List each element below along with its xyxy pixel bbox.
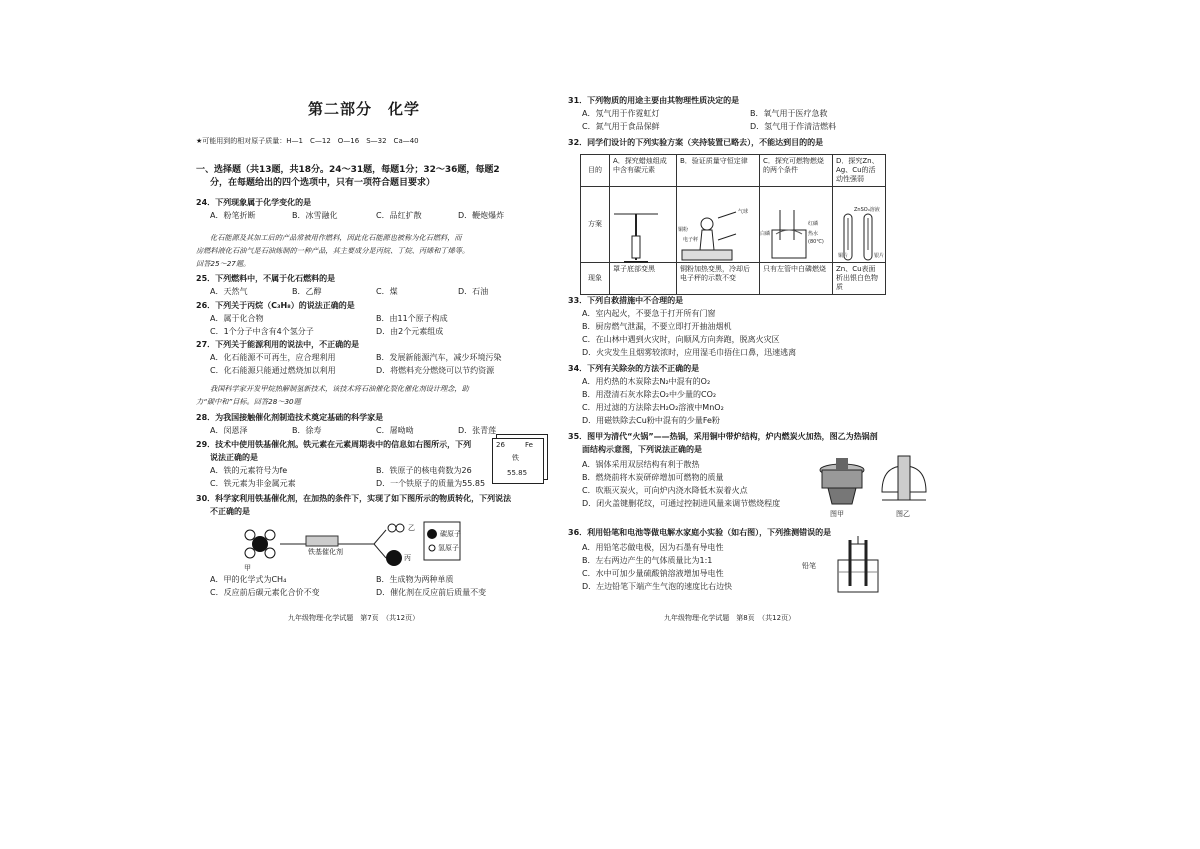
passage-line: 化石能源及其加工后的产品常被用作燃料，因此化石能源也被称为化石燃料，而 [210, 233, 462, 242]
option: B．徐寿 [292, 426, 322, 435]
plan-label: 气球 [738, 209, 749, 215]
iron-element-card [492, 438, 544, 484]
passage-line: 回答25～27题。 [196, 259, 251, 268]
plan-label: 红磷 [808, 221, 819, 227]
question-31: 31．下列物质的用途主要由其物理性质决定的是 [568, 96, 740, 105]
row-header: 方案 [581, 187, 610, 263]
question-35-cont: 面结构示意图，下列说法正确的是 [582, 445, 702, 454]
option: A．粉笔折断 [210, 211, 256, 220]
option: B．用澄清石灰水除去O₂中少量的CO₂ [582, 390, 717, 399]
page-footer: 九年级物理·化学试题 第8页 （共12页） [664, 614, 796, 622]
option: D．一个铁原子的质量为55.85 [376, 479, 486, 488]
option: C．品红扩散 [376, 211, 422, 220]
atomic-number: 26 [496, 441, 505, 449]
page-7 [196, 88, 552, 633]
plan-label: 铜粉 [678, 227, 689, 233]
option: D．鞭炮爆炸 [458, 211, 505, 220]
option: B．冰雪融化 [292, 211, 338, 220]
option: B．生成物为两种单质 [376, 575, 454, 584]
option: B．厨房燃气泄漏，不要立即打开抽油烟机 [582, 322, 732, 331]
option: C．化石能源只能通过燃烧加以利用 [210, 366, 336, 375]
option: A．天然气 [210, 287, 248, 296]
option: A．用铅笔芯做电极，因为石墨有导电性 [582, 543, 724, 552]
figure-caption: 图乙 [896, 510, 910, 518]
figure-caption: 图甲 [830, 510, 844, 518]
label-jia: 甲 [244, 564, 251, 572]
element-name: 铁 [512, 454, 519, 462]
option: D．石油 [458, 287, 489, 296]
option: C．水中可加少量硫酸钠溶液增加导电性 [582, 569, 724, 578]
option: C．1个分子中含有4个氢分子 [210, 327, 314, 336]
option: D．张青莲 [458, 426, 497, 435]
option: A．室内起火，不要急于打开所有门窗 [582, 309, 716, 318]
catalyst-label: 铁基催化剂 [308, 548, 343, 556]
question-26: 26．下列关于丙烷（C₃H₈）的说法正确的是 [196, 301, 355, 310]
row-header: 目的 [581, 155, 610, 187]
question-34: 34．下列有关除杂的方法不正确的是 [568, 364, 700, 373]
plan-label: 电子秤 [683, 237, 699, 243]
plan-label: ZnSO₄溶液 [854, 207, 880, 213]
option: C．氮气用于食品保鲜 [582, 122, 660, 131]
option: C．吹瓶灭炭火，可向炉内浇水降低木炭着火点 [582, 486, 748, 495]
option: C．用过滤的方法除去H₂O₂溶液中MnO₂ [582, 403, 724, 412]
reaction-diagram [236, 520, 516, 572]
table-row [581, 155, 886, 187]
table-cell: A．探究蜡烛组成中含有碳元素 [610, 155, 677, 187]
option: C．屠呦呦 [376, 426, 414, 435]
question-32: 32．同学们设计的下列实验方案（夹持装置已略去），不能达到目的的是 [568, 138, 824, 147]
label-bing: 丙 [404, 554, 411, 562]
option: C．铁元素为非金属元素 [210, 479, 296, 488]
table-cell: C．探究可燃物燃烧的两个条件 [760, 155, 833, 187]
electrolysis-figure [812, 536, 902, 598]
table-cell: B．验证质量守恒定律 [677, 155, 760, 187]
option: D．将燃料充分燃烧可以节约资源 [376, 366, 495, 375]
option: A．锅体采用双层结构有利于散热 [582, 460, 700, 469]
passage-line: 房燃料液化石油气是石油炼制的一种产品，其主要成分是丙烷、丁烷、丙烯和丁烯等。 [196, 246, 470, 255]
option: B．左右两边产生的气体质量比为1:1 [582, 556, 713, 565]
section-heading-cont: 分，在每题给出的四个选项中，只有一项符合题目要求） [210, 178, 436, 188]
question-29: 29．技术中使用铁基催化剂。铁元素在元素周期表中的信息如右图所示，下列 [196, 440, 472, 449]
passage-line: 我国科学家开发甲烷热解制氢新技术，该技术将石油催化裂化催化剂设计理念，助 [210, 384, 469, 393]
option: D．左边铅笔下端产生气泡的速度比右边快 [582, 582, 733, 591]
option: D．催化剂在反应前后质量不变 [376, 588, 487, 597]
element-symbol: Fe [525, 441, 533, 449]
question-30-cont: 不正确的是 [210, 507, 250, 516]
question-25: 25．下列燃料中，不属于化石燃料的是 [196, 274, 336, 283]
row-header: 现象 [581, 263, 610, 295]
question-33: 33．下列自救措施中不合理的是 [568, 296, 684, 305]
question-29-cont: 说法正确的是 [210, 453, 258, 462]
option: A．甲的化学式为CH₄ [210, 575, 287, 584]
table-cell: 只有左管中白磷燃烧 [760, 263, 833, 295]
option: D．氢气用于作清洁燃料 [750, 122, 837, 131]
option: D．闭火盖键删花纹，可通过控制进风量来调节燃烧程度 [582, 499, 781, 508]
part-title: 第二部分 化学 [308, 100, 421, 118]
option: B．铁原子的核电荷数为26 [376, 466, 472, 475]
passage-line: 力“碳中和”目标。回答28～30题 [196, 397, 301, 406]
atomic-mass: 55.85 [507, 469, 528, 477]
option: A．用灼热的木炭除去N₂中混有的O₂ [582, 377, 711, 386]
question-30: 30．科学家利用铁基催化剂，在加热的条件下，实现了如下图所示的物质转化，下列说法 [196, 494, 512, 503]
table-cell: 罩子底部变黑 [610, 263, 677, 295]
table-cell: D．探究Zn、Ag、Cu的活动性强弱 [833, 155, 886, 187]
question-24: 24．下列现象属于化学变化的是 [196, 198, 312, 207]
page-8 [568, 88, 928, 633]
section-heading: 一、选择题（共13题，共18分。24～31题，每题1分；32～36题，每题2 [196, 165, 500, 175]
plan-label: 热水 [808, 231, 819, 237]
hotpot-figures [818, 452, 928, 514]
option: C．煤 [376, 287, 398, 296]
plan-label: (80℃) [808, 239, 824, 245]
plan-label: 铜片 [838, 253, 849, 259]
option: C．在山林中遇到火灾时，向顺风方向奔跑，脱离火灾区 [582, 335, 780, 344]
option: A．铁的元素符号为fe [210, 466, 288, 475]
option: B．乙醇 [292, 287, 322, 296]
plan-label: 白磷 [760, 231, 771, 237]
option: A．化石能源不可再生，应合理利用 [210, 353, 336, 362]
question-27: 27．下列关于能源利用的说法中，不正确的是 [196, 340, 360, 349]
table-cell: 铜粉加热变黑，冷却后电子秤的示数不变 [677, 263, 760, 295]
option: B．燃烧前将木炭研碎增加可燃物的质量 [582, 473, 724, 482]
option: B．发展新能源汽车，减少环境污染 [376, 353, 502, 362]
option: D．用磁铁除去Cu粉中混有的少量Fe粉 [582, 416, 720, 425]
option: C．反应前后碳元素化合价不变 [210, 588, 320, 597]
question-36: 36．利用铅笔和电池等做电解水家庭小实验（如右图），下列推测错误的是 [568, 528, 832, 537]
option: D．由2个元素组成 [376, 327, 444, 336]
legend-carbon: 碳原子 [440, 530, 461, 538]
option: B．由11个原子构成 [376, 314, 448, 323]
legend-hydrogen: 氢原子 [438, 544, 459, 552]
page-footer: 九年级物理·化学试题 第7页 （共12页） [288, 614, 420, 622]
option: A．氖气用于作霓虹灯 [582, 109, 660, 118]
atomic-mass-line: ★可能用到的相对原子质量：H—1 C—12 O—16 S—32 Ca—40 [196, 137, 419, 145]
apparatus-drawings [568, 200, 898, 272]
question-28: 28．为我国接触催化剂制造技术奠定基础的科学家是 [196, 413, 384, 422]
option: D．火灾发生且烟雾较浓时，应用湿毛巾捂住口鼻，迅速逃离 [582, 348, 797, 357]
option: B．氧气用于医疗急救 [750, 109, 828, 118]
plan-label: 银片 [874, 253, 885, 259]
table-cell: Zn、Cu表面析出银白色物质 [833, 263, 886, 295]
option: A．闵恩泽 [210, 426, 248, 435]
label-yi: 乙 [408, 524, 415, 532]
pencil-label: 铅笔 [802, 562, 816, 570]
option: A．属于化合物 [210, 314, 264, 323]
question-35: 35．图甲为清代“火锅”——热锅，采用铜中带炉结构，炉内燃炭火加热，图乙为热锅剖 [568, 432, 878, 441]
